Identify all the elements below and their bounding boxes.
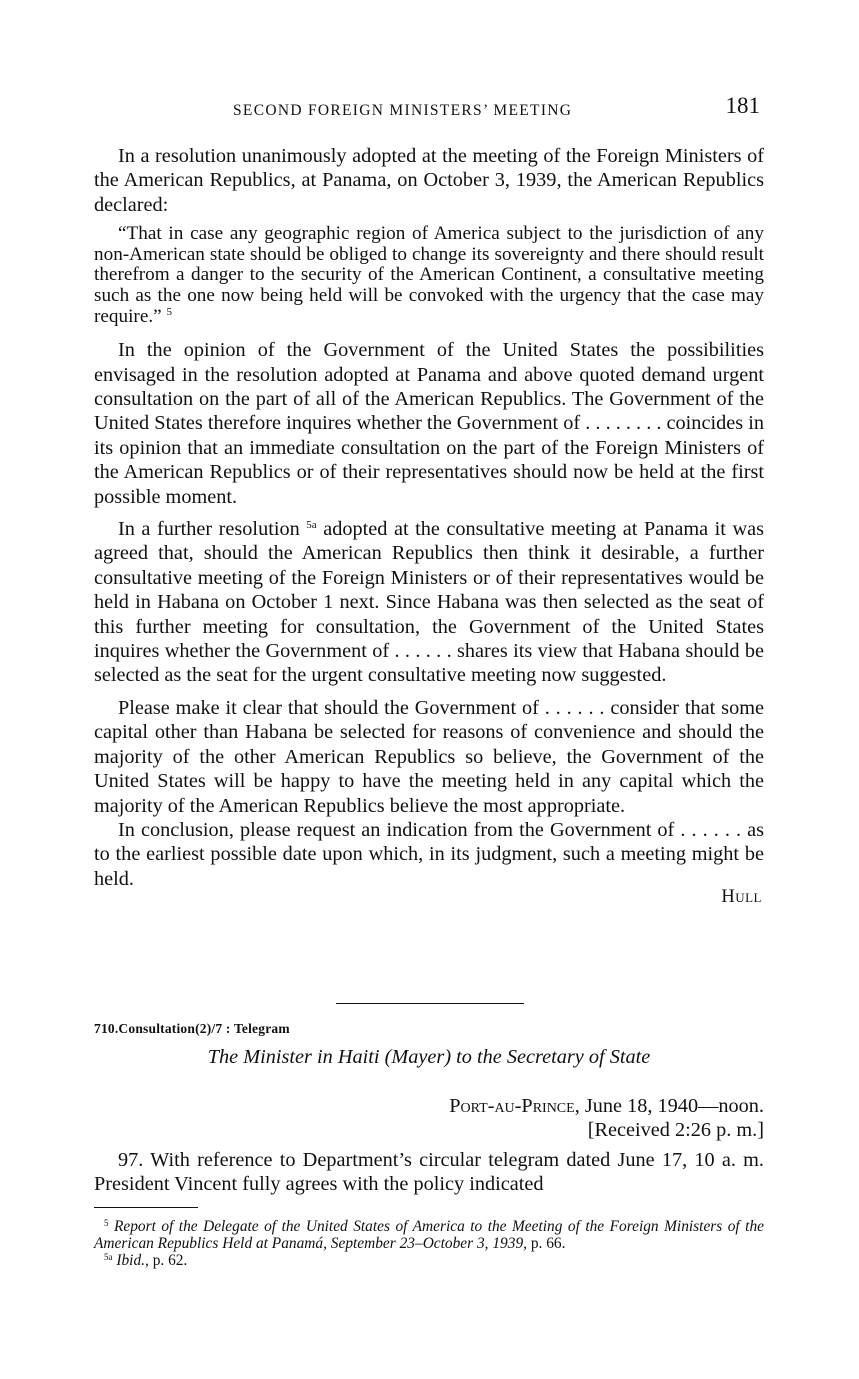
dateline-place-date [94, 1094, 764, 1118]
paragraph-further-resolution-text: adopted at the consultative meeting at Panama it was agreed that, should the American Republics then think it desirable, a further consultative meeting of the Foreign Ministers or of their representatives would be held in Habana on October 1 next. Since Habana was then selected as the seat of this further meeting for consultation, the Government of the United States inquires whether the Government of . . . . . . shares its view that Habana should be selected as the seat for the urgent consultative meeting now suggested. [94, 518, 764, 687]
footnote-ref-5: 5 [166, 305, 172, 318]
document-heading: The Minister in Haiti (Mayer) to the Secretary of State [207, 1046, 651, 1068]
paragraph-further-resolution-lead: In a further resolution [118, 518, 300, 541]
telegram-paragraph: 97. With reference to Department’s circular telegram dated June 17, 10 a. m. President Vincent fully agrees with the policy indicated [94, 1149, 764, 1196]
dateline-received: [Received 2:26 p. m.] [587, 1119, 764, 1142]
paragraph-capital [94, 696, 764, 818]
dateline [94, 1094, 764, 1143]
footnote-5a-mark: 5a [104, 1251, 113, 1262]
footnote-5a [94, 1253, 764, 1270]
running-head [95, 93, 763, 130]
block-quote [94, 224, 764, 327]
paragraph-further-resolution [94, 517, 764, 688]
file-reference: 710.Consultation(2)/7 : Telegram [94, 1021, 290, 1036]
footnote-divider [94, 1207, 198, 1208]
footnote-ref-5a: 5a [306, 519, 317, 532]
dateline-place: Port-au-Prince, [449, 1095, 580, 1117]
footnote-5-title: Report of the Delegate of the United States of America to the Meeting of the Foreign Ministers of the American Republics Held at Panamá, September 23–October 3, 1939, [94, 1218, 764, 1252]
signature: Hull [721, 887, 762, 908]
block-quote-text: “That in case any geographic region of America subject to the jurisdiction of any non-American state should be obliged to change its sovereignty and there should result therefrom a danger to the security of the American Continent, a consultative meeting such as the one now being held will be convoked with the urgency that the case may require.” [94, 223, 764, 327]
footnote-5a-page: p. 62. [148, 1251, 188, 1269]
paragraph-opinion [94, 338, 764, 509]
paragraph-conclusion [94, 818, 764, 891]
footnote-5-page: p. 66. [527, 1234, 566, 1252]
page-number: 181 [725, 93, 760, 118]
section-divider [336, 1003, 524, 1004]
paragraph-capital-text: Please make it clear that should the Government of . . . . . . consider that some capital other than Habana be selected for reasons of convenience and should the majority of the other American Republics so believe, the Government of the United States will be happy to have the meeting held in any capital which the majority of the American Republics believe the most appropriate. [94, 696, 764, 817]
footnote-5-mark: 5 [104, 1218, 109, 1228]
paragraph-conclusion-text: In conclusion, please request an indication from the Government of . . . . . . as to the earliest possible date upon which, in its judgment, such a meeting might be held. [94, 818, 764, 890]
footnote-5 [94, 1219, 764, 1253]
paragraph-opinion-text: In the opinion of the Government of the United States the possibilities envisaged in the resolution adopted at Panama and above quoted demand urgent consultation on the part of all of the American Republics. The Government of the United States therefore inquires whether the Government of . . . . . . . . coincides in its opinion that an immediate consultation on the part of the Foreign Ministers of the American Republics or of their representatives should now be held at the first possible moment. [94, 339, 764, 508]
footnote-5a-title: Ibid., [116, 1251, 149, 1269]
paragraph-intro-text: In a resolution unanimously adopted at the meeting of the Foreign Ministers of the American Republics, at Panama, on October 3, 1939, the American Republics declared: [94, 145, 764, 216]
paragraph-intro [94, 144, 764, 217]
footnotes [94, 1219, 764, 1269]
telegram-body [94, 1148, 764, 1197]
body-text [94, 144, 764, 910]
dateline-date: June 18, 1940—noon. [579, 1095, 764, 1117]
running-title: SECOND FOREIGN MINISTERS’ MEETING [233, 102, 573, 119]
